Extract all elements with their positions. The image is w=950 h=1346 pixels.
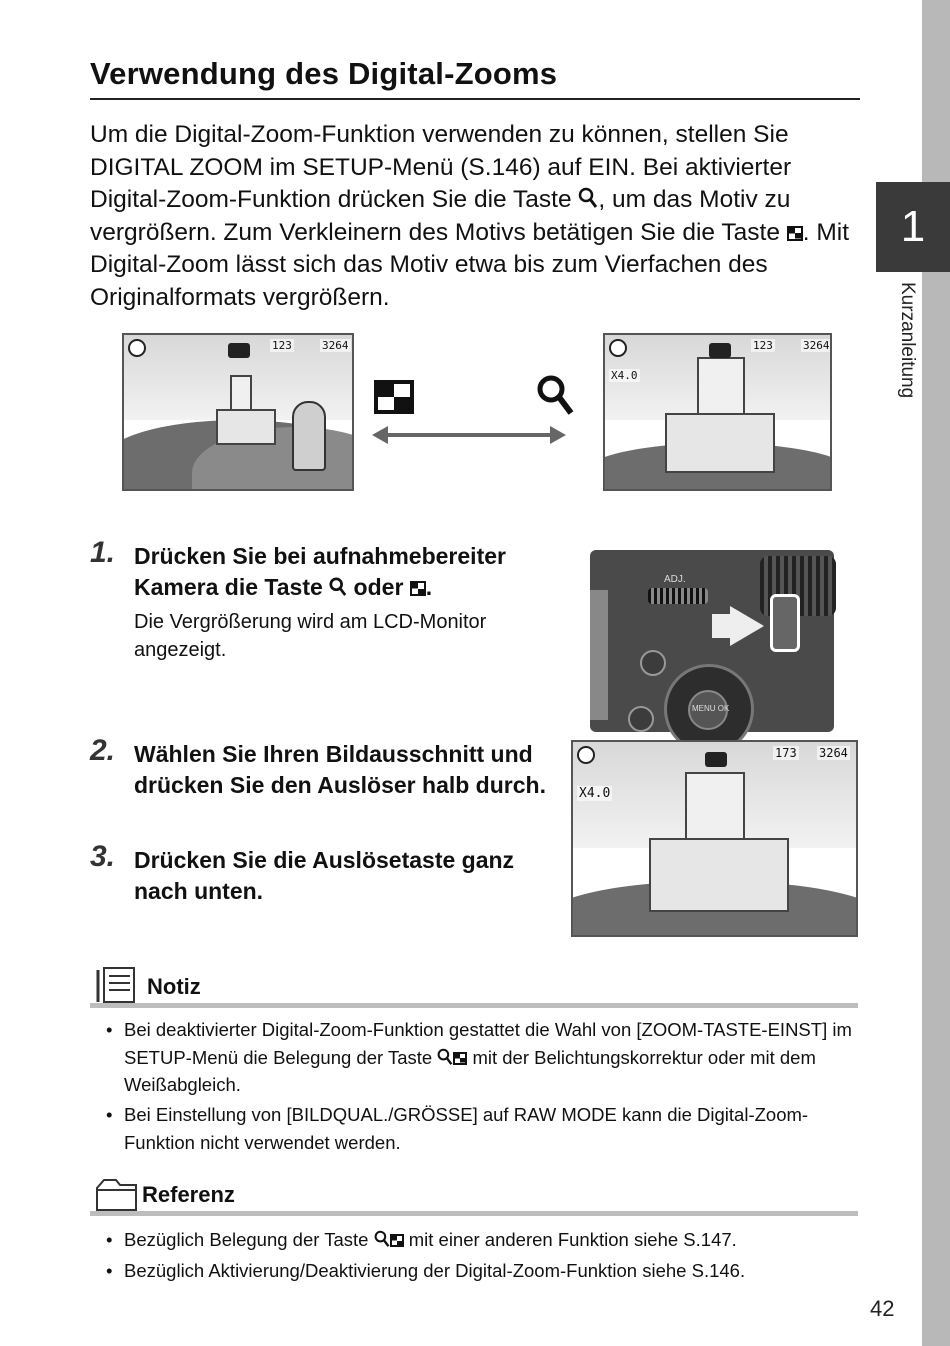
zoom-in-icon xyxy=(536,374,574,416)
frames-remaining: 123 xyxy=(753,339,773,352)
adj-label: ADJ. xyxy=(664,574,686,585)
lcd-screen-wide xyxy=(122,333,354,491)
step-2-number: 2. xyxy=(90,734,116,767)
image-size: 3264 xyxy=(322,339,349,352)
reference-header: Referenz xyxy=(142,1182,235,1207)
zoom-in-icon xyxy=(578,187,598,209)
menu-ok-label: MENU OK xyxy=(692,704,730,713)
zoom-button-highlight xyxy=(770,594,800,652)
delete-button xyxy=(628,706,654,732)
folder-icon xyxy=(94,1176,140,1214)
note-bullet-2: • Bei Einstellung von [BILDQUAL./GRÖSSE] auf RAW MODE kann die Digital-Zoom-Funktion nicht verwendet werden. xyxy=(106,1104,809,1153)
step-1-title: Drücken Sie bei aufnahmebereiter Kamera die Taste oder . xyxy=(134,543,506,600)
lcd-screen-zoomed-large xyxy=(571,740,858,937)
zoom-in-icon xyxy=(329,577,347,597)
zoom-out-icon xyxy=(787,226,803,241)
step-1-description: Die Vergrößerung wird am LCD-Monitor angezeigt. xyxy=(134,611,487,661)
title-rule xyxy=(90,98,860,100)
zoom-factor: X4.0 xyxy=(579,786,611,801)
image-size: 3264 xyxy=(803,339,830,352)
page-title: Verwendung des Digital-Zooms xyxy=(90,56,558,91)
reference-bullet-2: • Bezüglich Aktivierung/Deaktivierung der Digital-Zoom-Funktion siehe S.146. xyxy=(106,1260,746,1281)
zoom-factor: X4.0 xyxy=(611,369,638,382)
chapter-tab: 1 xyxy=(876,182,950,272)
step-1-number: 1. xyxy=(90,536,116,569)
note-header: Notiz xyxy=(147,974,201,999)
reference-rule xyxy=(90,1211,858,1216)
note-rule xyxy=(90,1003,858,1008)
intro-paragraph: Um die Digital-Zoom-Funktion verwenden zu können, stellen Sie DIGITAL ZOOM im SETUP-Menü (S.146) auf EIN. Bei aktivierter Digital-Zoom-Funktion drücken Sie die Taste , um das Motiv zu vergrößern. Zum Verkleinern des Motivs betätigen Sie die Taste . Mit Digital-Zoom lässt sich das Motiv etwa bis zum Vierfachen des Originalformats vergrößern. xyxy=(90,121,850,311)
arrow-right xyxy=(550,426,566,444)
note-icon xyxy=(94,966,138,1006)
zoom-out-icon xyxy=(390,1234,404,1247)
arrow-left xyxy=(372,426,388,444)
zoom-out-icon xyxy=(374,380,414,414)
frames-remaining: 173 xyxy=(775,746,797,760)
arrow-line xyxy=(384,433,554,437)
camera-icon xyxy=(228,343,250,358)
chapter-label: Kurzanleitung xyxy=(897,282,918,399)
step-3-number: 3. xyxy=(90,840,116,873)
camera-lcd xyxy=(590,590,608,720)
zoom-in-icon xyxy=(374,1230,390,1248)
page-number: 42 xyxy=(870,1296,895,1321)
flash-icon xyxy=(128,339,146,357)
flash-icon xyxy=(577,746,595,764)
lcd-screen-zoomed xyxy=(603,333,832,491)
zoom-out-icon xyxy=(453,1052,467,1065)
zoom-out-icon xyxy=(410,581,426,596)
pointer-arrow xyxy=(730,606,764,646)
step-2-title: Wählen Sie Ihren Bildausschnitt und drücken Sie den Auslöser halb durch. xyxy=(134,741,546,798)
playback-button xyxy=(640,650,666,676)
note-bullet-1: • Bei deaktivierter Digital-Zoom-Funktion gestattet die Wahl von [ZOOM-TASTE-EINST] im SETUP-Menü die Belegung der Taste mit der Belichtungskorrektur oder mit dem Weißabgleich. xyxy=(106,1019,852,1095)
image-size: 3264 xyxy=(819,746,848,760)
reference-bullet-1: • Bezüglich Belegung der Taste mit einer anderen Funktion siehe S.147. xyxy=(106,1229,737,1250)
flash-icon xyxy=(609,339,627,357)
adj-wheel xyxy=(648,588,708,604)
camera-icon xyxy=(709,343,731,358)
frames-remaining: 123 xyxy=(272,339,292,352)
zoom-in-icon xyxy=(437,1048,453,1066)
step-3-title: Drücken Sie die Auslösetaste ganz nach unten. xyxy=(134,847,515,904)
camera-icon xyxy=(705,752,727,767)
